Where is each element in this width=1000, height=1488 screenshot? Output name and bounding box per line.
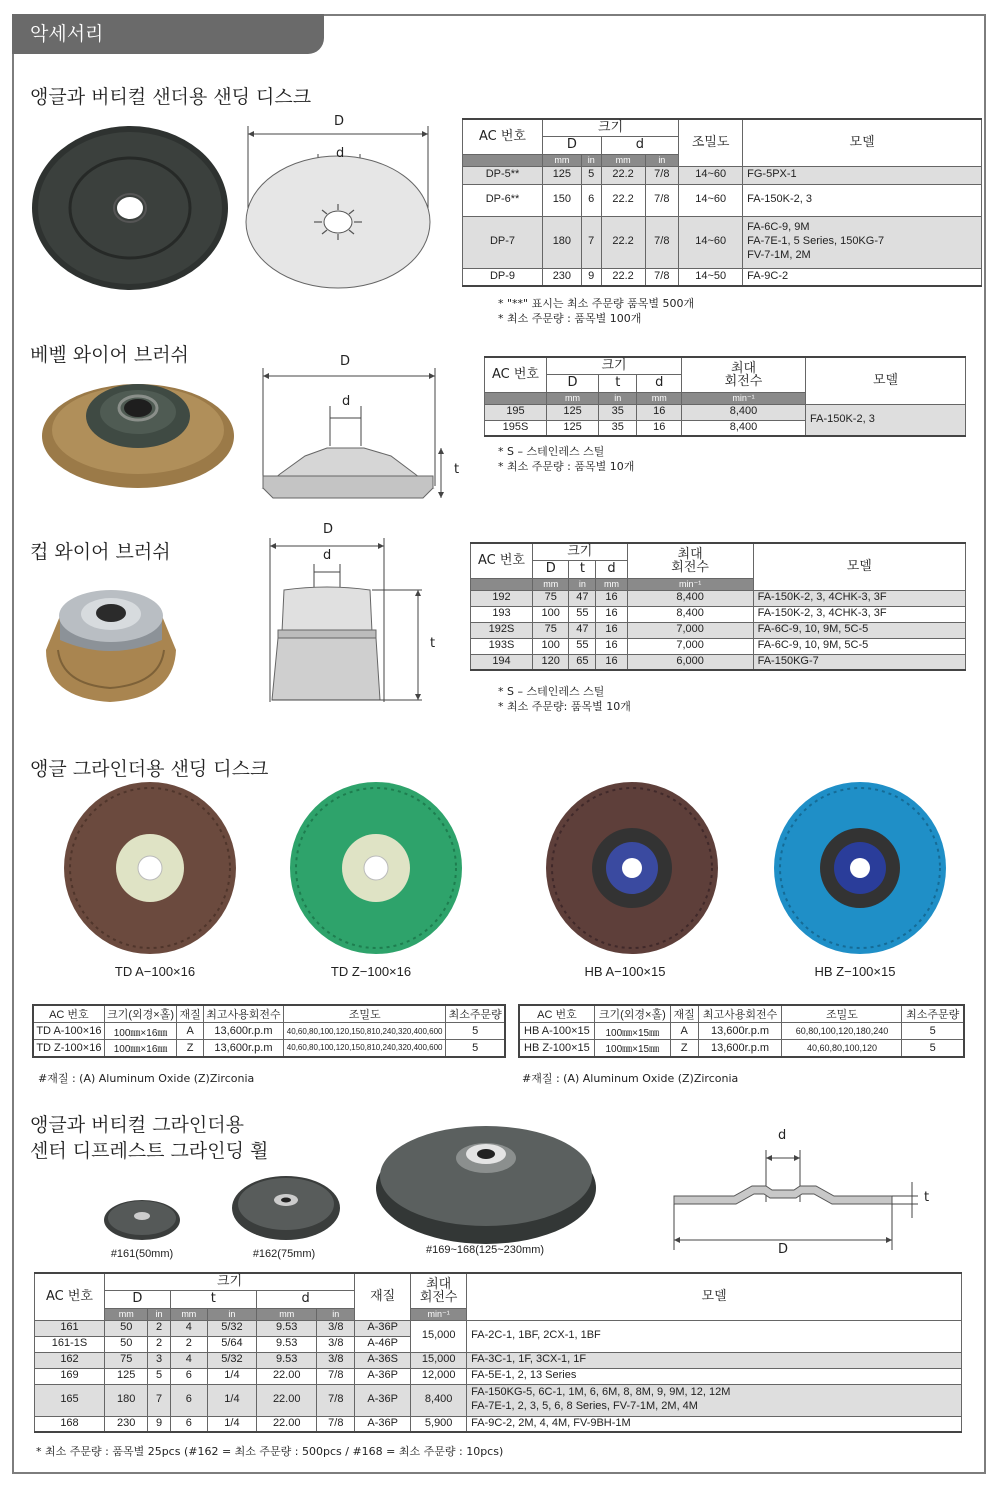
- table-row: 192 75 47 16 8,400 FA-150K-2, 3, 4CHK-3, 3F: [471, 590, 966, 606]
- table-row: 161 50 2 4 5/32 9.53 3/8 A-36P 15,000 FA-2C-1, 1BF, 2CX-1, 1BF: [35, 1320, 962, 1336]
- cup-brush-photo: [38, 580, 183, 710]
- table-row: 195S 125 35 16 8,400: [485, 420, 966, 436]
- table-row: DP-5** 125 5 22.2 7/8 14~60 FG-5PX-1: [463, 166, 982, 184]
- flap-disc-td-z-photo: [288, 780, 464, 960]
- grinding-wheel-table: AC 번호 크기 재질 최대 회전수 모델 D t d mm in mm in mm in min⁻¹ 161 50 2 4 5/32 9.53 3/8 A-36P 15,000 FA-2C-1, 1BF, 2CX-1, 1BF 161-1S 50 2 2 5/64 9.53 3/8 A-46P 162 75 3 4 5/32 9.53 3/8 A-36S 15,000 FA-3C-1, 1F, 3CX-1, 1F 169 125 5 6 1/4 22.00 7/8 A-36P 12,000 FA-5E-1, 2, 13 Series 165 180 7 6 1/4 22.00 7/8 A-36P 8,400 FA-150KG-5, 6C-1, 1M, 6, 6M, 8, 8M, 9, 9M, 12, 12M FA-7E-1, 2, 3, 5, 6, 8 Series, FV-7-1M, 2M, 4M 168 230 9 6 1/4 22.00 7/8 A-36P 5,900 FA-9C-2, 2M, 4, 4M, FV-9BH-1M: [34, 1272, 962, 1433]
- category-tab: 악세서리: [12, 14, 324, 54]
- sanding-disc-photo: [30, 122, 230, 292]
- grinding-wheel-161-photo: [102, 1196, 182, 1244]
- note: * "**" 표시는 최소 주문량 품목별 500개 * 최소 주문량 : 품목별 100개: [498, 297, 695, 325]
- table-row: 195 125 35 16 8,400 FA-150K-2, 3: [485, 404, 966, 420]
- caption: #162(75mm): [252, 1248, 316, 1260]
- section-title-grinding-wheel: 앵글과 버티컬 그라인더용 센터 디프레스트 그라인딩 휠: [30, 1114, 269, 1162]
- section-title-sanding-disc: 앵글과 버티컬 샌더용 샌딩 디스크: [30, 86, 312, 108]
- table-row: HB A-100×15 100㎜×15㎜ A 13,600r.p.m 60,80,100,120,180,240 5: [519, 1023, 964, 1040]
- cup-brush-diagram: [262, 532, 447, 712]
- flap-disc-table-hb: AC 번호 크기(외경×홀) 재질 최고사용회전수 조밀도 최소주문량 HB A-100×15 100㎜×15㎜ A 13,600r.p.m 60,80,100,120,180,240 5 HB Z-100×15 100㎜×15㎜ Z 13,600r.p.m 40,60,80,100,120 5: [518, 1004, 965, 1058]
- section-title-flap-disc: 앵글 그라인더용 샌딩 디스크: [30, 758, 269, 780]
- table-row: 194 120 65 16 6,000 FA-150KG-7: [471, 654, 966, 670]
- dim-d-label: d: [323, 548, 332, 563]
- note: * S – 스테인레스 스틸 * 최소 주문량 : 품목별 10개: [498, 445, 635, 473]
- table-row: DP-9 230 9 22.2 7/8 14~50 FA-9C-2: [463, 268, 982, 286]
- flap-disc-td-a-photo: [62, 780, 238, 960]
- table-row: 161-1S 50 2 2 5/64 9.53 3/8 A-46P: [35, 1336, 962, 1352]
- note: * 최소 주문량 : 품목별 25pcs (#162 = 최소 주문량 : 500pcs / #168 = 최소 주문량 : 10pcs): [36, 1445, 504, 1458]
- note: #재질 : (A) Aluminum Oxide (Z)Zirconia: [522, 1072, 739, 1085]
- dim-t-label: t: [924, 1190, 930, 1205]
- note: #재질 : (A) Aluminum Oxide (Z)Zirconia: [38, 1072, 255, 1085]
- caption: HB Z−100×15: [814, 964, 896, 979]
- table-row: 169 125 5 6 1/4 22.00 7/8 A-36P 12,000 FA-5E-1, 2, 13 Series: [35, 1368, 962, 1384]
- dim-D-label: D: [340, 354, 351, 369]
- grinding-wheel-diagram: [666, 1140, 946, 1260]
- table-row: 168 230 9 6 1/4 22.00 7/8 A-36P 5,900 FA-9C-2, 2M, 4, 4M, FV-9BH-1M: [35, 1416, 962, 1432]
- caption: #161(50mm): [110, 1248, 174, 1260]
- dim-d-label: d: [778, 1128, 787, 1143]
- note: * S – 스테인레스 스틸 * 최소 주문량: 품목별 10개: [498, 685, 631, 713]
- table-row: DP-7 180 7 22.2 7/8 14~60 FA-6C-9, 9M FA-7E-1, 5 Series, 150KG-7 FV-7-1M, 2M: [463, 216, 982, 268]
- cup-brush-table: AC 번호 크기 최대 회전수 모델 D t d mm in mm min⁻¹ 192 75 47 16 8,400 FA-150K-2, 3, 4CHK-3, 3F 193 100 55 16 8,400 FA-150K-2, 3, 4CHK-3, 3F 192S 75 47 16 7,000 FA-6C-9, 10, 9M, 5C-5 193S 100 55 16 7,000 FA-6C-9, 10, 9M, 5C-5 194 120 65 16 6,000 FA-150KG-7: [470, 542, 966, 671]
- section-title-bevel-brush: 베벨 와이어 브러쉬: [30, 344, 189, 366]
- grinding-wheel-169-168-photo: [372, 1118, 600, 1248]
- caption: TD A−100×16: [114, 964, 196, 979]
- dim-t-label: t: [430, 636, 436, 651]
- table-row: HB Z-100×15 100㎜×15㎜ Z 13,600r.p.m 40,60,80,100,120 5: [519, 1040, 964, 1057]
- table-row: 165 180 7 6 1/4 22.00 7/8 A-36P 8,400 FA-150KG-5, 6C-1, 1M, 6, 6M, 8, 8M, 9, 9M, 12, 12M FA-7E-1, 2, 3, 5, 6, 8 Series, FV-7-1M, 2M, 4M: [35, 1384, 962, 1416]
- caption: HB A−100×15: [584, 964, 666, 979]
- sanding-disc-table: AC 번호 크기 조밀도 모델 D d mm in mm in DP-5** 125 5 22.2 7/8 14~60 FG-5PX-1 DP-6** 150 6 22.2 7/8 14~60 FA-150K-2, 3 DP-7 180 7 22.2 7/8 14~60 FA-6C-9, 9M FA-7E-1, 5 Series, 150KG-7 FV-7-1M, 2M DP-9 230 9 22.2 7/8 14~50 FA-9C-2: [462, 118, 982, 287]
- grinding-wheel-162-photo: [230, 1172, 342, 1244]
- caption: TD Z−100×16: [330, 964, 412, 979]
- table-row: DP-6** 150 6 22.2 7/8 14~60 FA-150K-2, 3: [463, 184, 982, 216]
- bevel-brush-table: AC 번호 크기 최대 회전수 모델 D t d mm in mm min⁻¹ 195 125 35 16 8,400 FA-150K-2, 3 195S 125 35 16 8,400: [484, 356, 966, 437]
- dim-D-label: D: [778, 1242, 789, 1257]
- section-title-cup-brush: 컵 와이어 브러쉬: [30, 541, 171, 563]
- dim-D-label: D: [334, 114, 345, 129]
- flap-disc-table-td: AC 번호 크기(외경×홀) 재질 최고사용회전수 조밀도 최소주문량 TD A-100×16 100㎜×16㎜ A 13,600r.p.m 40,60,80,100,120,150,810,240,320,400,600 5 TD Z-100×16 100㎜×16㎜ Z 13,600r.p.m 40,60,80,100,120,150,810,240,320,400,600 5: [32, 1004, 506, 1058]
- table-row: 193S 100 55 16 7,000 FA-6C-9, 10, 9M, 5C-5: [471, 638, 966, 654]
- table-row: TD Z-100×16 100㎜×16㎜ Z 13,600r.p.m 40,60,80,100,120,150,810,240,320,400,600 5: [33, 1040, 505, 1057]
- sanding-disc-diagram: [240, 112, 440, 297]
- flap-disc-hb-z-photo: [772, 780, 948, 960]
- table-row: TD A-100×16 100㎜×16㎜ A 13,600r.p.m 40,60,80,100,120,150,810,240,320,400,600 5: [33, 1023, 505, 1040]
- bevel-brush-photo: [38, 372, 238, 492]
- table-row: 162 75 3 4 5/32 9.53 3/8 A-36S 15,000 FA-3C-1, 1F, 3CX-1, 1F: [35, 1352, 962, 1368]
- dim-t-label: t: [454, 462, 460, 477]
- bevel-brush-diagram: [255, 356, 470, 506]
- dim-d-label: d: [336, 146, 345, 161]
- dim-D-label: D: [323, 522, 334, 537]
- table-row: 192S 75 47 16 7,000 FA-6C-9, 10, 9M, 5C-5: [471, 622, 966, 638]
- table-row: 193 100 55 16 8,400 FA-150K-2, 3, 4CHK-3, 3F: [471, 606, 966, 622]
- caption: #169~168(125~230mm): [425, 1244, 545, 1256]
- flap-disc-hb-a-photo: [544, 780, 720, 960]
- dim-d-label: d: [342, 394, 351, 409]
